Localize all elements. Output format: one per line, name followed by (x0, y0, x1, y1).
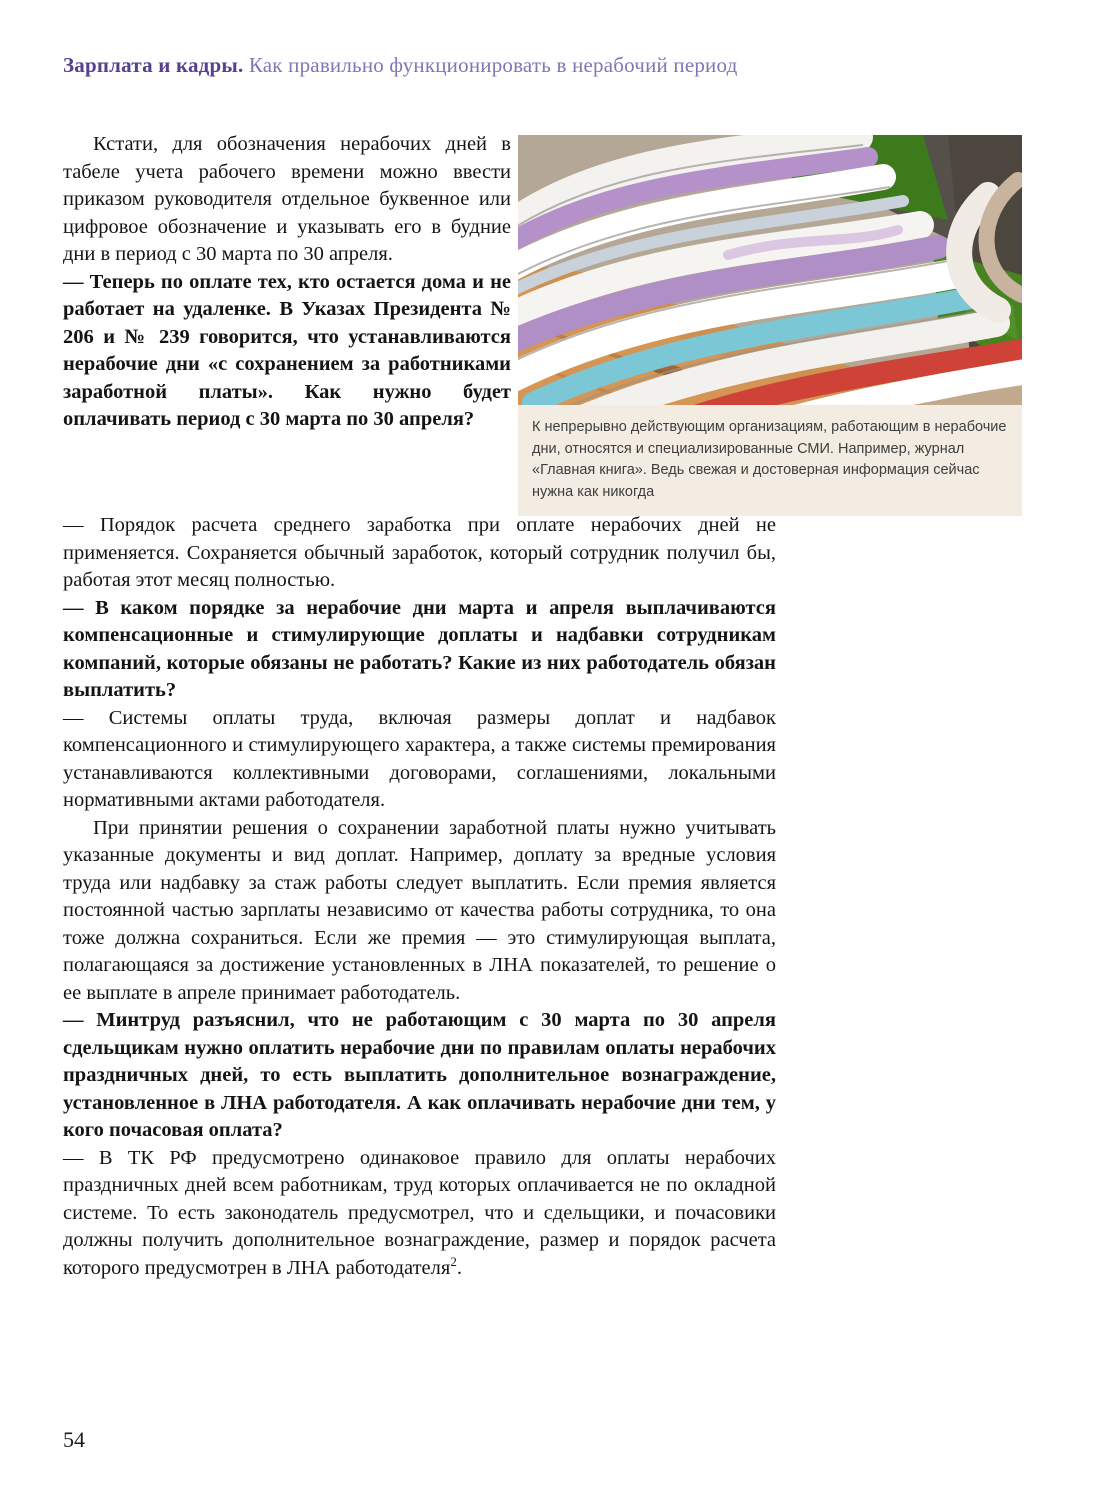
answer-3-text: — В ТК РФ предусмотрено одинаковое правило для оплаты нерабочих праздничных дней всем работникам, труд которых оплачивается не по окладной системе. То есть законодатель предусмотрел, что и сдельщики, и почасовики должны получить дополнительное вознаграждение, размер и порядок расчета которого предусмотрен в ЛНА работодателя (63, 1146, 776, 1279)
question-3: — Минтруд разъяснил, что не работающим с 30 марта по 30 апреля сдельщикам нужно оплатить нерабочие дни по правилам оплаты нерабочих праздничных дней, то есть выплатить дополнительное вознаграждение, установленное в ЛНА работодателя. А как оплачивать нерабочие дни тем, у кого почасовая оплата? (63, 1009, 776, 1141)
answer-3-period: . (456, 1256, 462, 1279)
rubric-title: Зарплата и кадры. (63, 53, 244, 77)
page-number: 54 (63, 1427, 85, 1452)
article-title: Как правильно функционировать в нерабочий период (248, 53, 738, 77)
answer-1: — Порядок расчета среднего заработка при оплате нерабочих дней не применяется. Сохраняется обычный заработок, который сотрудник получил бы, работая этот месяц полностью. (63, 514, 776, 591)
answer-2: — Системы оплаты труда, включая размеры доплат и надбавок компенсационного и стимулирующего характера, а также системы премирования устанавливаются коллективными договорами, соглашениями, локальными нормативными актами работодателя. (63, 706, 776, 811)
text-column-wide (63, 512, 776, 1282)
photo-caption: К непрерывно действующим организациям, работающим в нерабочие дни, относятся и специализированные СМИ. Например, журнал «Главная книга». Ведь свежая и достоверная информация сейчас нужна как никогда (518, 405, 1022, 516)
figure-block (518, 135, 1022, 516)
question-1: — Теперь по оплате тех, кто остается дома и не работает на удаленке. В Указах Президента № 206 и № 239 говорится, что устанавливаются нерабочие дни «с сохранением за работниками заработной платы». Как нужно будет оплачивать период с 30 марта по 30 апреля? (63, 270, 511, 430)
footnote-marker: 2 (450, 1253, 457, 1269)
question-2: — В каком порядке за нерабочие дни марта и апреля выплачиваются компенсационные и стимулирующие доплаты и надбавки сотрудникам компаний, которые обязаны не работать? Какие из них работодатель обязан выплатить? (63, 596, 776, 701)
answer-3 (63, 1145, 776, 1283)
paragraph-intro: Кстати, для обозначения нерабочих дней в табеле учета рабочего времени можно ввести приказом руководителя отдельное буквенное или цифровое обозначение и указывать его в будние дни в период с 30 марта по 30 апреля. (63, 133, 511, 265)
magazines-photo (518, 135, 1022, 405)
running-head (63, 53, 1043, 78)
text-column-narrow (63, 131, 511, 434)
paragraph-premiums: При принятии решения о сохранении заработной платы нужно учитывать указанные документы и вид доплат. Например, доплату за вредные условия труда или надбавку за стаж работы следует выплатить. Если премия является постоянной частью зарплаты независимо от качества работы сотрудника, то она тоже должна сохраниться. Если же премия — это стимулирующая выплата, полагающаяся за достижение установленных в ЛНА показателей, то решение о ее выплате в апреле принимает работодатель. (63, 816, 776, 1004)
